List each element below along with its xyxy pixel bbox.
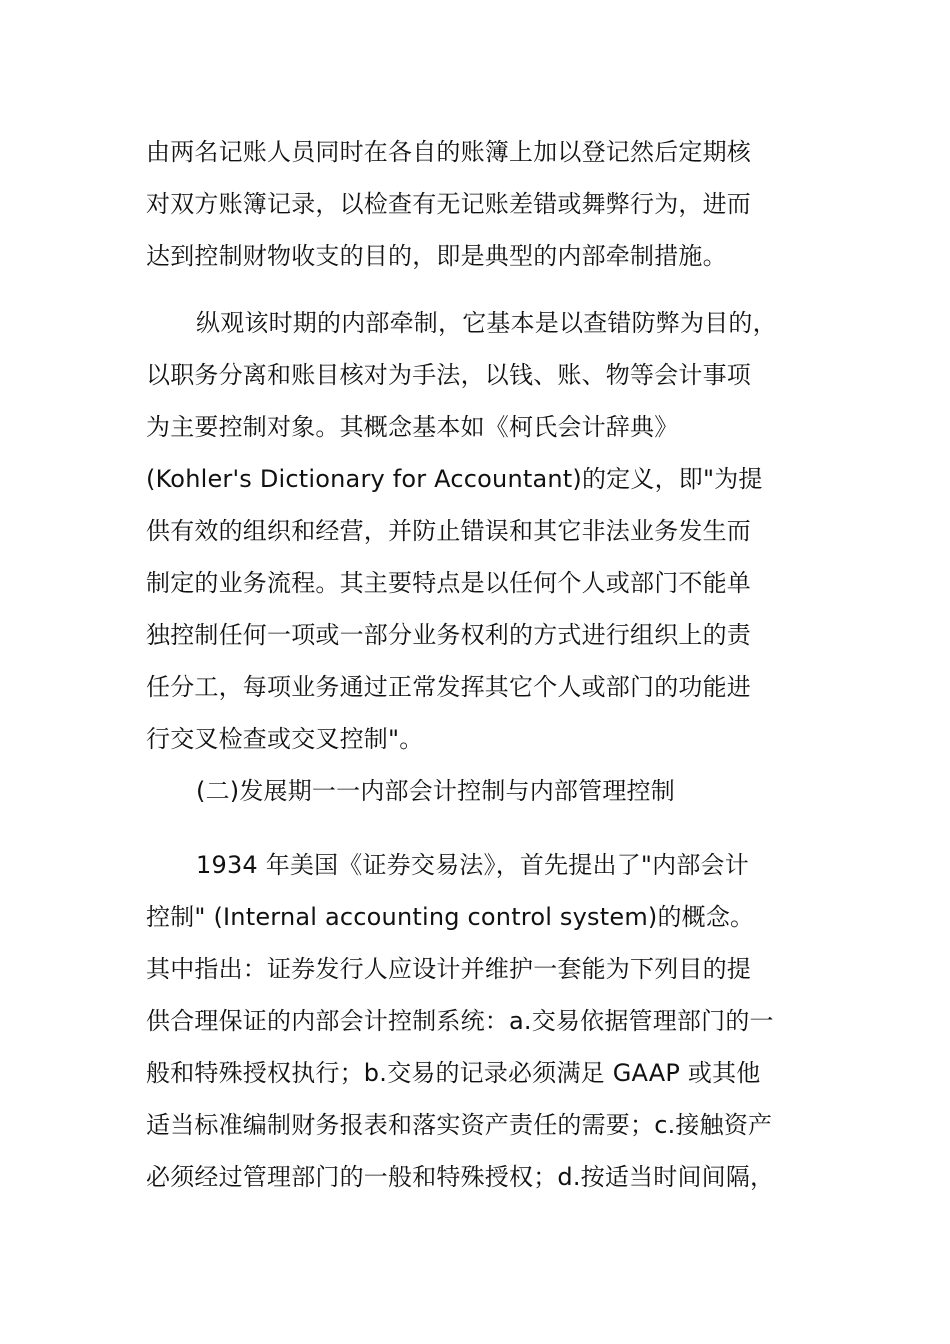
heading-line: (二)发展期一一内部会计控制与内部管理控制 (196, 777, 675, 805)
text-line: 制定的业务流程。其主要特点是以任何个人或部门不能单 (146, 569, 751, 597)
section-heading (146, 765, 826, 817)
paragraph-internal-check-overview (146, 297, 826, 765)
text-line: 供有效的组织和经营，并防止错误和其它非法业务发生而 (146, 517, 751, 545)
text-line: 任分工，每项业务通过正常发挥其它个人或部门的功能进 (146, 673, 751, 701)
text-line: 行交叉检查或交叉控制"。 (146, 725, 424, 753)
text-line: 对双方账簿记录，以检查有无记账差错或舞弊行为，进而 (146, 190, 751, 218)
text-line: 适当标准编制财务报表和落实资产责任的需要；c.接触资产 (146, 1111, 773, 1139)
text-line: (Kohler's Dictionary for Accountant)的定义，即"为提 (146, 465, 763, 493)
text-line: 般和特殊授权执行；b.交易的记录必须满足 GAAP 或其他 (146, 1059, 761, 1087)
text-line: 纵观该时期的内部牵制，它基本是以查错防弊为目的， (196, 309, 777, 337)
text-line: 以职务分离和账目核对为手法，以钱、账、物等会计事项 (146, 361, 751, 389)
text-line: 控制" (Internal accounting control system)的概念。 (146, 903, 755, 931)
text-line: 1934 年美国《证券交易法》，首先提出了"内部会计 (196, 851, 749, 879)
text-line: 达到控制财物收支的目的，即是典型的内部牵制措施。 (146, 242, 727, 270)
text-line: 独控制任何一项或一部分业务权利的方式进行组织上的责 (146, 621, 751, 649)
text-line: 由两名记账人员同时在各自的账簿上加以登记然后定期核 (146, 138, 751, 166)
paragraph-internal-check-example (146, 126, 826, 282)
text-line: 为主要控制对象。其概念基本如《柯氏会计辞典》 (146, 413, 679, 441)
text-line: 供合理保证的内部会计控制系统：a.交易依据管理部门的一 (146, 1007, 774, 1035)
text-line: 其中指出：证券发行人应设计并维护一套能为下列目的提 (146, 955, 751, 983)
paragraph-securities-act (146, 839, 826, 1203)
text-line: 必须经过管理部门的一般和特殊授权；d.按适当时间间隔， (146, 1163, 775, 1191)
